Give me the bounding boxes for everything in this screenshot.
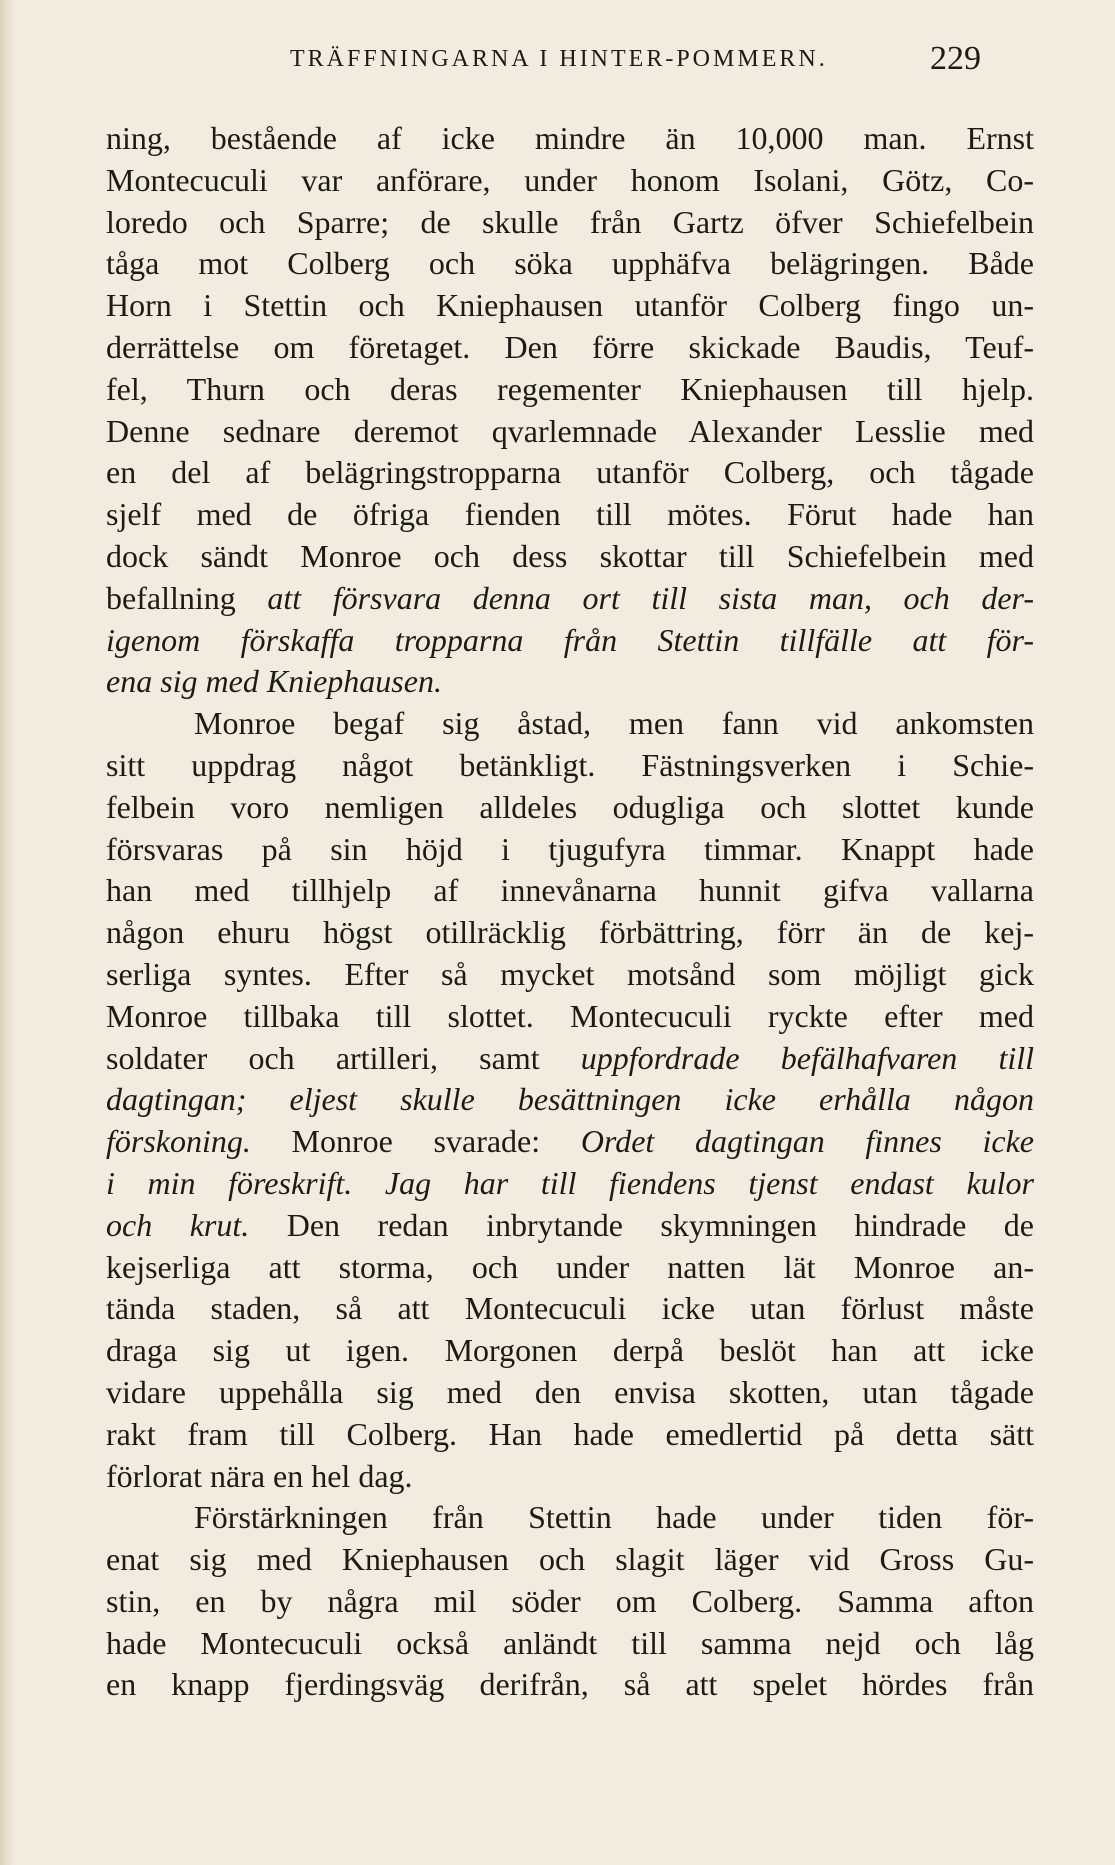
- text-run: dock sändt Monroe och dess skottar till Schiefelbein med: [106, 537, 1034, 574]
- text-line: [106, 118, 1034, 160]
- text-run: tåga mot Colberg och söka upphäfva belägringen. Både: [106, 245, 1034, 282]
- text-line: [106, 494, 1034, 536]
- italic-text-run: att försvara denna ort till sista man, och der-: [267, 579, 1034, 616]
- text-line: [106, 202, 1034, 244]
- italic-text-run: och krut.: [106, 1206, 250, 1243]
- text-line: [106, 1330, 1034, 1372]
- text-line: [106, 327, 1034, 369]
- text-run: tända staden, så att Montecuculi icke utan förlust måste: [106, 1290, 1034, 1327]
- text-run: försvaras på sin höjd i tjugufyra timmar. Knappt hade: [106, 830, 1034, 867]
- italic-text-run: uppfordrade befälhafvaren till: [580, 1039, 1034, 1076]
- text-line: [106, 578, 1034, 620]
- text-run: Monroe begaf sig åstad, men fann vid ankomsten: [194, 705, 1034, 742]
- text-run: Monroe tillbaka till slottet. Montecuculi ryckte efter med: [106, 997, 1034, 1034]
- text-line: [106, 703, 1034, 745]
- text-line: [106, 1497, 1034, 1539]
- text-run: befallning: [106, 579, 268, 616]
- text-run: loredo och Sparre; de skulle från Gartz öfver Schiefelbein: [106, 203, 1034, 240]
- running-head: TRÄFFNINGARNA I HINTER-POMMERN.: [290, 46, 828, 72]
- text-line: [106, 1456, 1034, 1498]
- text-run: felbein voro nemligen alldeles odugliga och slottet kunde: [106, 788, 1034, 825]
- body-text: [106, 118, 1034, 1706]
- text-run: Horn i Stettin och Kniephausen utanför Colberg fingo un-: [106, 287, 1034, 324]
- text-line: [106, 1121, 1034, 1163]
- text-line: [106, 411, 1034, 453]
- text-run: Montecuculi var anförare, under honom Isolani, Götz, Co-: [106, 161, 1034, 198]
- text-line: [106, 954, 1034, 996]
- page-number: 229: [930, 40, 981, 77]
- text-run: han med tillhjelp af innevånarna hunnit gifva vallarna: [106, 872, 1034, 909]
- text-run: Monroe svarade:: [250, 1123, 581, 1160]
- text-line: [106, 787, 1034, 829]
- text-run: Den redan inbrytande skymningen hindrade de: [249, 1206, 1034, 1243]
- text-run: stin, en by några mil söder om Colberg. Samma afton: [106, 1582, 1034, 1619]
- text-line: [106, 160, 1034, 202]
- italic-text-run: förskoning.: [106, 1123, 251, 1160]
- text-run: Denne sednare deremot qvarlemnade Alexander Lesslie med: [106, 412, 1034, 449]
- text-line: [106, 1581, 1034, 1623]
- text-line: [106, 536, 1034, 578]
- text-line: [106, 1664, 1034, 1706]
- text-line: [106, 1247, 1034, 1289]
- text-line: [106, 1372, 1034, 1414]
- text-line: [106, 1623, 1034, 1665]
- text-line: [106, 912, 1034, 954]
- text-run: ning, bestående af icke mindre än 10,000 man. Ernst: [106, 120, 1034, 156]
- text-run: kejserliga att storma, och under natten lät Monroe an-: [106, 1248, 1034, 1285]
- italic-text-run: i min föreskrift. Jag har till fiendens tjenst endast kulor: [106, 1164, 1034, 1201]
- text-line: [106, 285, 1034, 327]
- text-line: [106, 620, 1034, 662]
- text-line: [106, 452, 1034, 494]
- italic-text-run: igenom förskaffa tropparna från Stettin tillfälle att för-: [106, 621, 1034, 658]
- italic-text-run: dagtingan; eljest skulle besättningen icke erhålla någon: [106, 1081, 1034, 1118]
- text-run: någon ehuru högst otillräcklig förbättring, förr än de kej-: [106, 914, 1034, 951]
- page-binding-shadow: [0, 0, 14, 1865]
- italic-text-run: ena sig med Kniephausen.: [106, 663, 442, 700]
- text-run: hade Montecuculi också anländt till samma nejd och låg: [106, 1624, 1034, 1661]
- text-line: [106, 1163, 1034, 1205]
- text-run: sitt uppdrag något betänkligt. Fästningsverken i Schie-: [106, 746, 1034, 783]
- text-run: en knapp fjerdingsväg derifrån, så att spelet hördes från: [106, 1666, 1034, 1703]
- text-run: rakt fram till Colberg. Han hade emedlertid på detta sätt: [106, 1415, 1034, 1452]
- text-run: enat sig med Kniephausen och slagit läger vid Gross Gu-: [106, 1541, 1034, 1578]
- text-run: förlorat nära en hel dag.: [106, 1457, 413, 1494]
- text-line: [106, 996, 1034, 1038]
- text-line: [106, 661, 1034, 703]
- text-line: [106, 1539, 1034, 1581]
- text-line: [106, 243, 1034, 285]
- text-run: en del af belägringstropparna utanför Colberg, och tågade: [106, 454, 1034, 491]
- text-line: [106, 1414, 1034, 1456]
- italic-text-run: Ordet dagtingan finnes icke: [580, 1123, 1034, 1160]
- text-run: sjelf med de öfriga fienden till mötes. Förut hade han: [106, 496, 1034, 533]
- text-run: serliga syntes. Efter så mycket motsånd som möjligt gick: [106, 955, 1034, 992]
- text-line: [106, 1288, 1034, 1330]
- text-run: vidare uppehålla sig med den envisa skotten, utan tågade: [106, 1373, 1034, 1410]
- text-line: [106, 1205, 1034, 1247]
- text-run: Förstärkningen från Stettin hade under tiden för-: [194, 1499, 1034, 1536]
- text-line: [106, 829, 1034, 871]
- text-line: [106, 870, 1034, 912]
- text-run: draga sig ut igen. Morgonen derpå beslöt han att icke: [106, 1332, 1034, 1369]
- text-line: [106, 369, 1034, 411]
- text-line: [106, 745, 1034, 787]
- text-run: fel, Thurn och deras regementer Kniephausen till hjelp.: [106, 370, 1034, 407]
- text-line: [106, 1079, 1034, 1121]
- text-run: soldater och artilleri, samt: [106, 1039, 581, 1076]
- text-line: [106, 1038, 1034, 1080]
- text-run: derrättelse om företaget. Den förre skickade Baudis, Teuf-: [106, 328, 1034, 365]
